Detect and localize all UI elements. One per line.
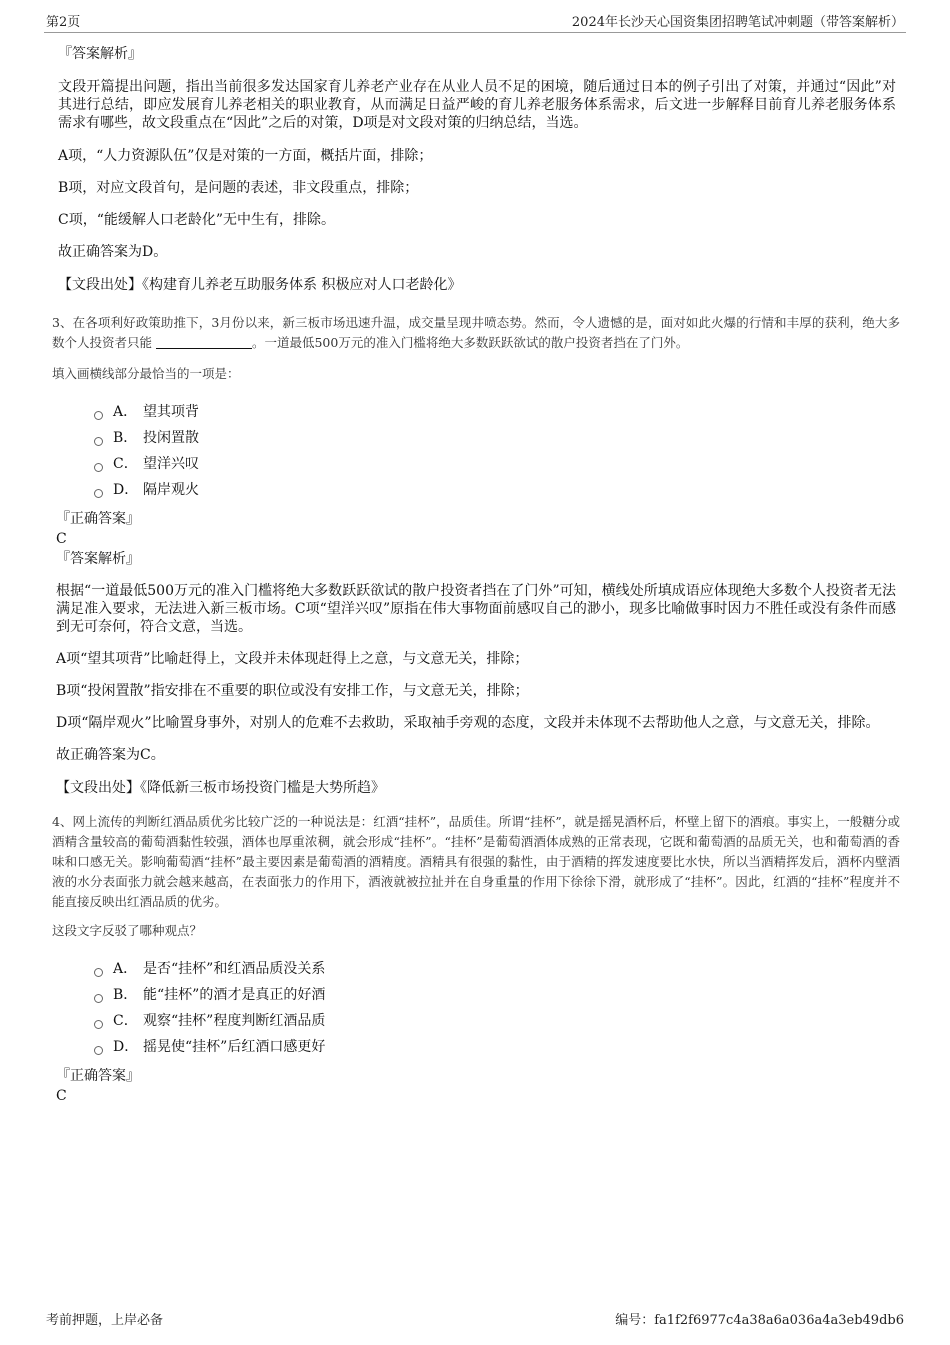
question-3 xyxy=(52,313,900,798)
analysis-paragraph: C项，“能缓解人口老龄化”无中生有，排除。 xyxy=(58,212,336,228)
radio-icon[interactable] xyxy=(94,968,103,977)
question-stem: 3、在各项利好政策助推下，3月份以来，新三板市场迅速升温，成交量呈现井喷态势。然而，令人遗憾的是，面对如此火爆的行情和丰厚的获利，绝大多数个人投资者只能 。一道最低500万元的准入门槛将绝大多数跃跃欲试的散户投资者挡在了门外。 xyxy=(52,315,900,350)
fill-blank xyxy=(156,334,252,349)
document-title: 2024年长沙天心国资集团招聘笔试冲刺题（带答案解析） xyxy=(571,15,904,30)
page-content xyxy=(54,44,900,1106)
option-a[interactable]: A． 是否“挂杯”和红酒品质没关系 xyxy=(94,956,900,982)
radio-icon[interactable] xyxy=(94,463,103,472)
question-stem: 4、网上流传的判断红酒品质优劣比较广泛的一种说法是：红酒“挂杯”，品质佳。所谓“挂杯”，就是摇晃酒杯后，杯壁上留下的酒痕。事实上，一般糖分或酒精含量较高的葡萄酒黏性较强，酒体也厚重浓稠，就会形成“挂杯”。“挂杯”是葡萄酒酒体成熟的正常表现，它既和葡萄酒的品质无关，也和葡萄酒的香味和口感无关。影响葡萄酒“挂杯”最主要因素是葡萄酒的酒精度。酒精具有很强的黏性，由于酒精的挥发速度要比水快，所以当酒精挥发后，酒杯内壁酒液的水分表面张力就会越来越高，在表面张力的作用下，酒液就被拉扯并在自身重量的作用下徐徐下滑，就形成了“挂杯”。因此，红酒的“挂杯”程度并不能直接反映出红酒品质的优劣。 xyxy=(52,814,900,909)
footer-slogan: 考前押题，上岸必备 xyxy=(46,1313,164,1328)
analysis-label: 『答案解析』 xyxy=(56,551,140,567)
analysis-paragraph: 根据“一道最低500万元的准入门槛将绝大多数跃跃欲试的散户投资者挡在了门外”可知，横线处所填成语应体现绝大多数个人投资者无法满足准入要求，无法进入新三板市场。C项“望洋兴叹”原指在伟大事物面前感叹自己的渺小，现多比喻做事时因力不胜任或没有条件而感到无可奈何，符合文意，当选。 xyxy=(56,583,896,635)
q2-analysis xyxy=(54,44,900,295)
option-c[interactable]: C． 观察“挂杯”程度判断红酒品质 xyxy=(94,1008,900,1034)
radio-icon[interactable] xyxy=(94,411,103,420)
radio-icon[interactable] xyxy=(94,437,103,446)
analysis-paragraph: A项“望其项背”比喻赶得上，文段并未体现赶得上之意，与文意无关，排除； xyxy=(56,651,529,667)
radio-icon[interactable] xyxy=(94,489,103,498)
option-a[interactable]: A． 望其项背 xyxy=(94,399,900,425)
option-list xyxy=(52,399,900,503)
analysis-label: 『答案解析』 xyxy=(58,46,142,62)
analysis-paragraph: B项，对应文段首句，是问题的表述，非文段重点，排除； xyxy=(58,180,419,196)
page-footer xyxy=(44,1311,906,1331)
question-prompt: 这段文字反驳了哪种观点？ xyxy=(52,923,203,938)
analysis-paragraph: A项，“人力资源队伍”仅是对策的一方面，概括片面，排除； xyxy=(58,148,433,164)
document-code: 编号：fa1f2f6977c4a38a6a036a4a3eb49db6 xyxy=(615,1313,904,1328)
radio-icon[interactable] xyxy=(94,1046,103,1055)
radio-icon[interactable] xyxy=(94,994,103,1003)
question-4 xyxy=(52,812,900,1106)
option-c[interactable]: C． 望洋兴叹 xyxy=(94,451,900,477)
passage-source: 【文段出处】《构建育儿养老互助服务体系 积极应对人口老龄化》 xyxy=(58,277,462,293)
page-header xyxy=(44,14,906,33)
analysis-paragraph: 故正确答案为C。 xyxy=(56,747,165,763)
option-b[interactable]: B． 能“挂杯”的酒才是真正的好酒 xyxy=(94,982,900,1008)
answer-label: 『正确答案』 xyxy=(56,1068,140,1084)
passage-source: 【文段出处】《降低新三板市场投资门槛是大势所趋》 xyxy=(56,780,385,796)
option-d[interactable]: D． 隔岸观火 xyxy=(94,477,900,503)
page-number: 第2页 xyxy=(46,15,81,30)
correct-answer: C xyxy=(56,531,67,547)
analysis-paragraph: D项“隔岸观火”比喻置身事外，对别人的危难不去救助，采取袖手旁观的态度，文段并未体现不去帮助他人之意，与文意无关，排除。 xyxy=(56,715,880,731)
analysis-paragraph: 文段开篇提出问题，指出当前很多发达国家育儿养老产业存在从业人员不足的困境，随后通过日本的例子引出了对策，并通过“因此”对其进行总结，即应发展育儿养老相关的职业教育，从而满足日益严峻的育儿养老服务体系需求，后文进一步解释目前育儿养老服务体系需求有哪些，故文段重点在“因此”之后的对策，D项是对文段对策的归纳总结，当选。 xyxy=(58,79,896,131)
option-b[interactable]: B． 投闲置散 xyxy=(94,425,900,451)
answer-label: 『正确答案』 xyxy=(56,511,140,527)
option-list xyxy=(52,956,900,1060)
radio-icon[interactable] xyxy=(94,1020,103,1029)
analysis-paragraph: 故正确答案为D。 xyxy=(58,244,168,260)
question-prompt: 填入画横线部分最恰当的一项是： xyxy=(52,366,240,381)
option-d[interactable]: D． 摇晃使“挂杯”后红酒口感更好 xyxy=(94,1034,900,1060)
correct-answer: C xyxy=(56,1088,67,1104)
analysis-paragraph: B项“投闲置散”指安排在不重要的职位或没有安排工作，与文意无关，排除； xyxy=(56,683,529,699)
